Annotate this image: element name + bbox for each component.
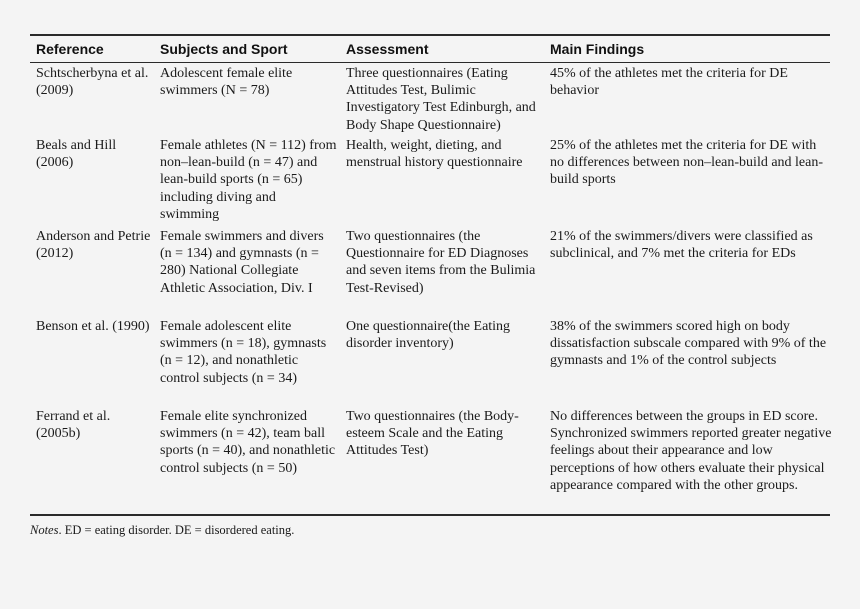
row-5-subjects: Female elite synchronized swimmers (n = 42), team ball sports (n = 40), and nonathletic control subjects (n = 50) — [160, 409, 336, 476]
row-1-findings: 45% of the athletes met the criteria for DE behavior — [550, 66, 788, 99]
header-findings: Main Findings — [550, 41, 645, 57]
row-5-reference: Ferrand et al. (2005b) — [36, 409, 111, 442]
row-3-findings: 21% of the swimmers/divers were classified as subclinical, and 7% met the criteria for EDs — [550, 229, 813, 262]
notes-label: Notes — [30, 523, 59, 537]
table-top-rule — [30, 34, 830, 36]
row-2-findings: 25% of the athletes met the criteria for DE with no differences between non–lean-build and lean-build sports — [550, 138, 824, 188]
row-2-assessment: Health, weight, dieting, and menstrual history questionnaire — [346, 138, 523, 171]
row-1-assessment: Three questionnaires (Eating Attitudes Test, Bulimic Investigatory Test Edinburgh, and Body Shape Questionnaire) — [346, 66, 536, 133]
row-5-assessment: Two questionnaires (the Body-esteem Scale and the Eating Attitudes Test) — [346, 409, 519, 459]
row-4-subjects: Female adolescent elite swimmers (n = 18), gymnasts (n = 12), and nonathletic control subjects (n = 34) — [160, 319, 327, 386]
row-1-reference: Schtscherbyna et al. (2009) — [36, 66, 149, 99]
table-bottom-rule — [30, 514, 830, 516]
row-4-findings: 38% of the swimmers scored high on body dissatisfaction subscale compared with 9% of the gymnasts and 1% of the control subjects — [550, 319, 827, 369]
header-assessment: Assessment — [346, 41, 429, 57]
header-subjects: Subjects and Sport — [160, 41, 288, 57]
table-notes — [30, 522, 294, 538]
row-3-assessment: Two questionnaires (the Questionnaire for ED Diagnoses and seven items from the Bulimia Test-Revised) — [346, 229, 536, 296]
row-2-subjects: Female athletes (N = 112) from non–lean-build (n = 47) and lean-build sports (n = 65) including diving and swimming — [160, 138, 337, 222]
row-4-reference: Benson et al. (1990) — [36, 319, 150, 334]
row-3-subjects: Female swimmers and divers (n = 134) and gymnasts (n = 280) National Collegiate Athletic Association, Div. I — [160, 229, 324, 296]
row-5-findings: No differences between the groups in ED score. Synchronized swimmers reported greater negative feelings about their appearance and low perceptions of how others evaluate their physical appearance compared with the other groups. — [550, 409, 832, 493]
notes-text: . ED = eating disorder. DE = disordered eating. — [58, 523, 295, 537]
header-reference: Reference — [36, 41, 104, 57]
row-2-reference: Beals and Hill (2006) — [36, 138, 117, 171]
header-rule — [30, 62, 830, 63]
row-3-reference: Anderson and Petrie (2012) — [36, 229, 151, 262]
row-4-assessment: One questionnaire(the Eating disorder inventory) — [346, 319, 511, 352]
row-1-subjects: Adolescent female elite swimmers (N = 78) — [160, 66, 293, 99]
